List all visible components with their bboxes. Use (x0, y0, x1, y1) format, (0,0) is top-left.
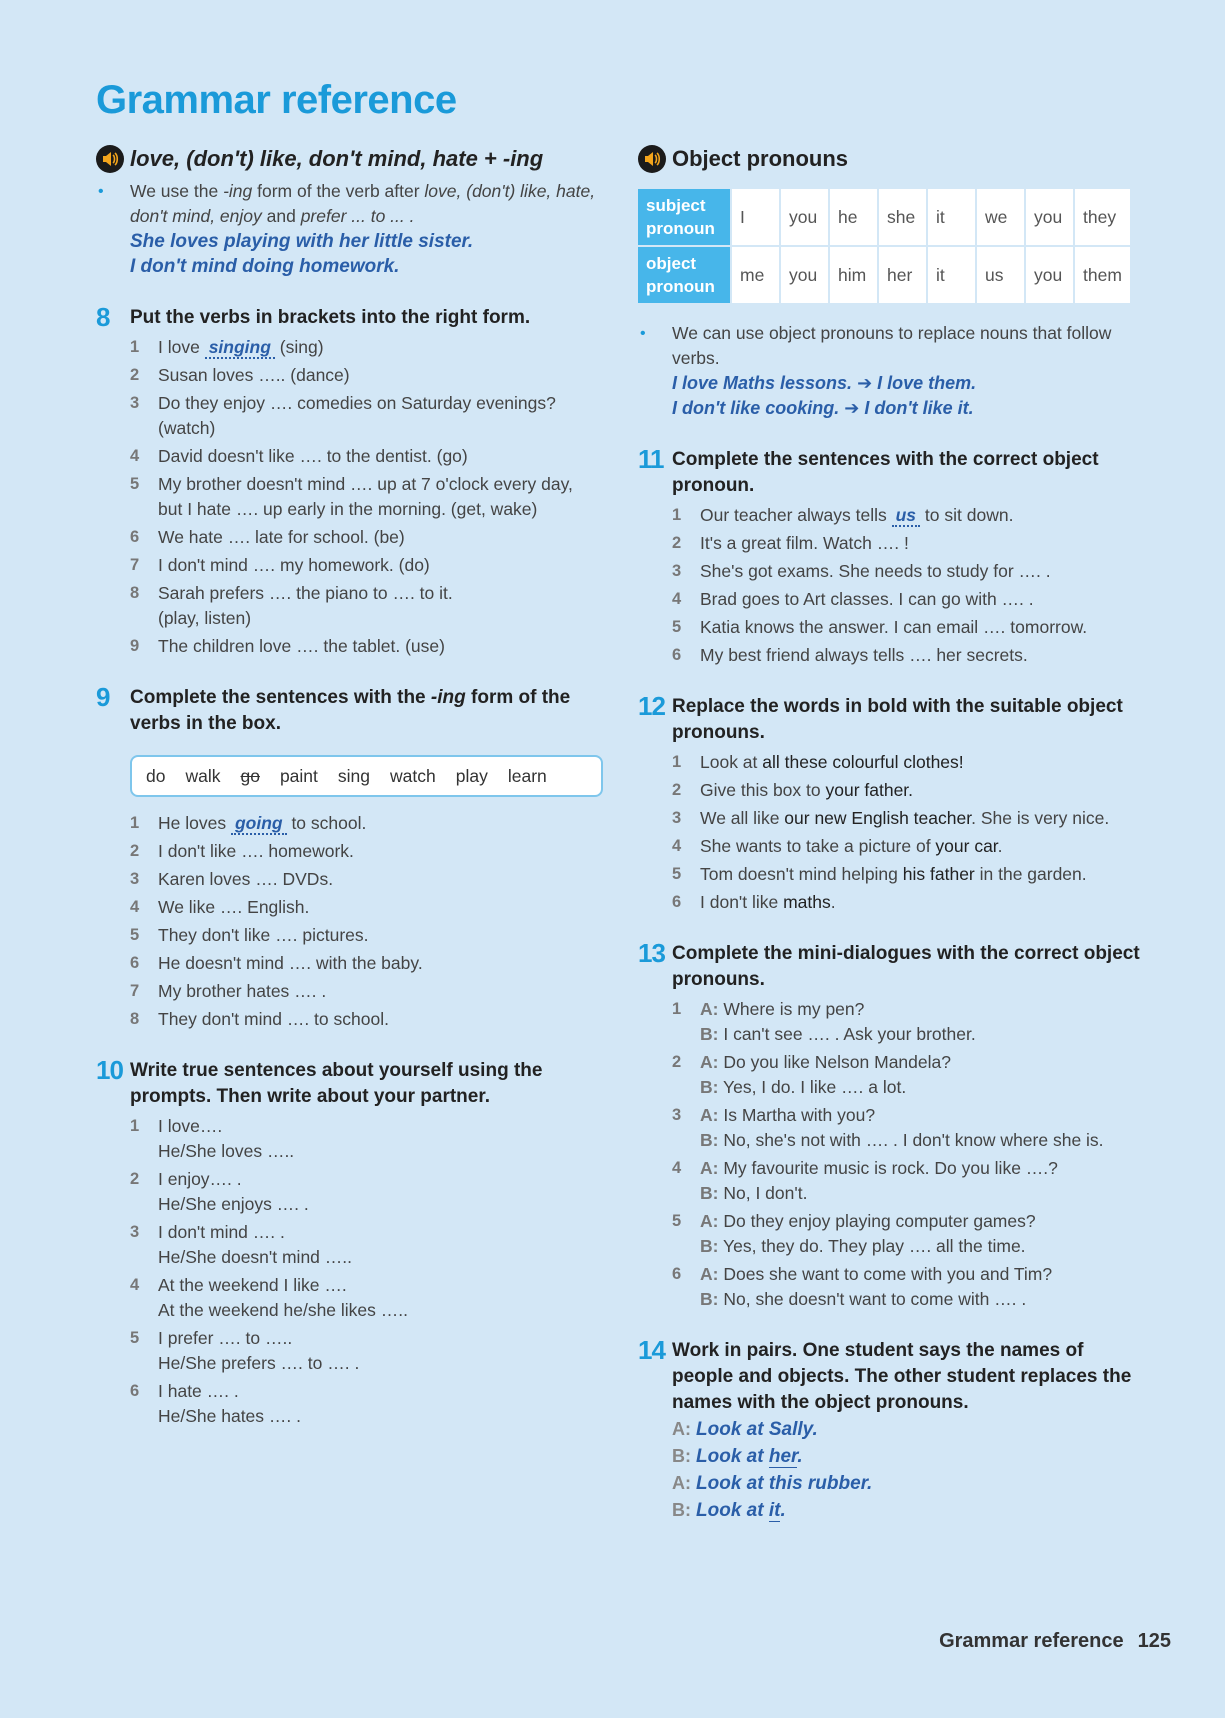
audio-speaker-icon[interactable] (96, 145, 124, 173)
table-cell: I (732, 189, 779, 245)
table-row (638, 189, 1130, 245)
table-cell: it (928, 247, 975, 303)
page-footer (939, 1630, 1171, 1653)
page-title: Grammar reference (96, 78, 457, 122)
exercise-instruction: Put the verbs in brackets into the right form. (130, 307, 531, 328)
list-item: 2 It's a great film. Watch …. ! (672, 533, 909, 553)
audio-speaker-icon[interactable] (638, 145, 666, 173)
rule-bullet: • We can use object pronouns to replace nouns that follow verbs. I love Maths lessons. ➔ I love them. I don't like cooking. ➔ I don't like it. (638, 321, 1143, 421)
list-item: 6 My best friend always tells …. her secrets. (672, 645, 1028, 665)
list-item: 7 My brother hates …. . (130, 981, 327, 1001)
table-cell: they (1075, 189, 1130, 245)
list-item: 1 He loves going to school. (130, 813, 367, 833)
pronoun-table (636, 187, 1132, 305)
exercise-instruction: Complete the sentences with the -ing form of the verbs in the box. (130, 687, 571, 734)
box-word: paint (279, 765, 318, 786)
section-heading-pronouns (638, 145, 1143, 173)
answer-blank[interactable]: us (892, 505, 920, 527)
dialogue-item: 5 A: Do they enjoy playing computer games? B: Yes, they do. They play …. all the time. (672, 1211, 1036, 1256)
example-sentence: I don't mind doing homework. (130, 256, 400, 277)
list-item: 6 I don't like maths. (672, 892, 836, 912)
list-item: 5 My brother doesn't mind …. up at 7 o'clock every day, but I hate …. up early in the morning. (get, wake) (130, 474, 573, 519)
list-item: 4 We like …. English. (130, 897, 310, 917)
bullet-dot-icon: • (98, 183, 104, 200)
list-item: 1 I love singing (sing) (130, 337, 324, 357)
list-item: 8 They don't mind …. to school. (130, 1009, 389, 1029)
dialogue-item: 4 A: My favourite music is rock. Do you like ….? B: No, I don't. (672, 1158, 1058, 1203)
list-item: 3 Do they enjoy …. comedies on Saturday evenings? (watch) (130, 393, 556, 438)
table-row (638, 247, 1130, 303)
answer-blank[interactable]: singing (205, 337, 275, 359)
list-item: 6 I hate …. . He/She hates …. . (130, 1381, 301, 1426)
exercise-10 (96, 1056, 611, 1429)
right-column (638, 145, 1143, 1524)
table-cell: he (830, 189, 877, 245)
exercise-number: 13 (638, 938, 665, 968)
section-title: Object pronouns (672, 146, 848, 171)
page-number: 125 (1137, 1630, 1171, 1652)
exercise-13 (638, 939, 1143, 1312)
example-sentence: I love Maths lessons. ➔ I love them. (672, 373, 977, 393)
list-item: 5 Tom doesn't mind helping his father in the garden. (672, 864, 1087, 884)
left-column (96, 145, 611, 1432)
table-cell: him (830, 247, 877, 303)
section-heading-ing (96, 145, 611, 173)
table-cell: you (1026, 247, 1073, 303)
list-item: 6 We hate …. late for school. (be) (130, 527, 405, 547)
table-cell: it (928, 189, 975, 245)
table-cell: me (732, 247, 779, 303)
box-word: learn (507, 765, 547, 786)
example-sentence: I don't like cooking. ➔ I don't like it. (672, 398, 974, 418)
list-item: 5 Katia knows the answer. I can email …. tomorrow. (672, 617, 1088, 637)
list-item: 2 Susan loves ….. (dance) (130, 365, 350, 385)
dialogue-line: A: Look at this rubber. (672, 1473, 873, 1494)
table-cell: you (1026, 189, 1073, 245)
row-header: object pronoun (638, 247, 730, 303)
list-item: 4 She wants to take a picture of your car. (672, 836, 1003, 856)
list-item: 5 I prefer …. to ….. He/She prefers …. to …. . (130, 1328, 360, 1373)
table-cell: her (879, 247, 926, 303)
section-title: love, (don't) like, don't mind, hate + -ing (130, 146, 544, 171)
dialogue-item: 1 A: Where is my pen? B: I can't see …. . Ask your brother. (672, 999, 976, 1044)
exercise-instruction: Complete the mini-dialogues with the correct object pronouns. (672, 943, 1140, 990)
box-word: play (455, 765, 488, 786)
answer-blank[interactable]: going (231, 813, 287, 835)
exercise-number: 10 (96, 1055, 123, 1085)
list-item: 4 David doesn't like …. to the dentist. (go) (130, 446, 468, 466)
list-item: 7 I don't mind …. my homework. (do) (130, 555, 430, 575)
dialogue-item: 6 A: Does she want to come with you and Tim? B: No, she doesn't want to come with …. . (672, 1264, 1053, 1309)
table-cell: she (879, 189, 926, 245)
box-word: walk (185, 765, 221, 786)
dialogue-item: 3 A: Is Martha with you? B: No, she's not with …. . I don't know where she is. (672, 1105, 1104, 1150)
exercise-number: 12 (638, 691, 665, 721)
exercise-14 (638, 1336, 1143, 1524)
table-cell: us (977, 247, 1024, 303)
list-item: 3 Karen loves …. DVDs. (130, 869, 334, 889)
word-box (130, 755, 603, 797)
list-item: 3 She's got exams. She needs to study for …. . (672, 561, 1051, 581)
list-item: 9 The children love …. the tablet. (use) (130, 636, 445, 656)
box-word: sing (337, 765, 371, 786)
box-word: watch (390, 765, 436, 786)
exercise-instruction: Write true sentences about yourself using the prompts. Then write about your partner. (130, 1060, 543, 1107)
example-sentence: She loves playing with her little sister. (130, 231, 474, 252)
list-item: 8 Sarah prefers …. the piano to …. to it. (play, listen) (130, 583, 453, 628)
list-item: 6 He doesn't mind …. with the baby. (130, 953, 423, 973)
rule-bullet: • We use the -ing form of the verb after love, (don't) like, hate, don't mind, enjoy and prefer ... to ... . She loves playing with her little sister. I don't mind doing homework. (96, 179, 611, 279)
table-cell: you (781, 247, 828, 303)
exercise-instruction: Work in pairs. One student says the names of people and objects. The other student replaces the names with the object pronouns. (672, 1340, 1132, 1413)
list-item: 3 We all like our new English teacher. She is very nice. (672, 808, 1110, 828)
example-dialogue (638, 1416, 1143, 1524)
list-item: 2 I don't like …. homework. (130, 841, 354, 861)
dialogue-line: A: Look at Sally. (672, 1419, 818, 1440)
exercise-number: 9 (96, 682, 110, 712)
list-item: 1 I love…. He/She loves ….. (130, 1116, 295, 1161)
exercise-instruction: Replace the words in bold with the suitable object pronouns. (672, 696, 1123, 743)
exercise-11 (638, 445, 1143, 668)
box-word: do (146, 765, 166, 786)
list-item: 1 Look at all these colourful clothes! (672, 752, 964, 772)
exercise-9 (96, 683, 611, 1032)
table-cell: we (977, 189, 1024, 245)
table-cell: you (781, 189, 828, 245)
bullet-dot-icon: • (640, 325, 646, 342)
list-item: 2 Give this box to your father. (672, 780, 914, 800)
table-cell: them (1075, 247, 1130, 303)
dialogue-line: B: Look at it. (672, 1500, 786, 1521)
exercise-number: 11 (638, 444, 664, 474)
dialogue-item: 2 A: Do you like Nelson Mandela? B: Yes, I do. I like …. a lot. (672, 1052, 951, 1097)
list-item: 3 I don't mind …. . He/She doesn't mind ….. (130, 1222, 352, 1267)
list-item: 5 They don't like …. pictures. (130, 925, 369, 945)
footer-section-name: Grammar reference (939, 1630, 1124, 1652)
list-item: 2 I enjoy…. . He/She enjoys …. . (130, 1169, 309, 1214)
exercise-12 (638, 692, 1143, 915)
dialogue-line: B: Look at her. (672, 1446, 803, 1467)
list-item: 4 Brad goes to Art classes. I can go with …. . (672, 589, 1034, 609)
row-header: subject pronoun (638, 189, 730, 245)
list-item: 4 At the weekend I like …. At the weekend he/she likes ….. (130, 1275, 408, 1320)
exercise-number: 8 (96, 302, 110, 332)
exercise-8 (96, 303, 611, 659)
list-item: 1 Our teacher always tells us to sit down. (672, 505, 1014, 525)
exercise-instruction: Complete the sentences with the correct object pronoun. (672, 449, 1099, 496)
box-word-used: go (240, 765, 260, 786)
exercise-number: 14 (638, 1335, 665, 1365)
